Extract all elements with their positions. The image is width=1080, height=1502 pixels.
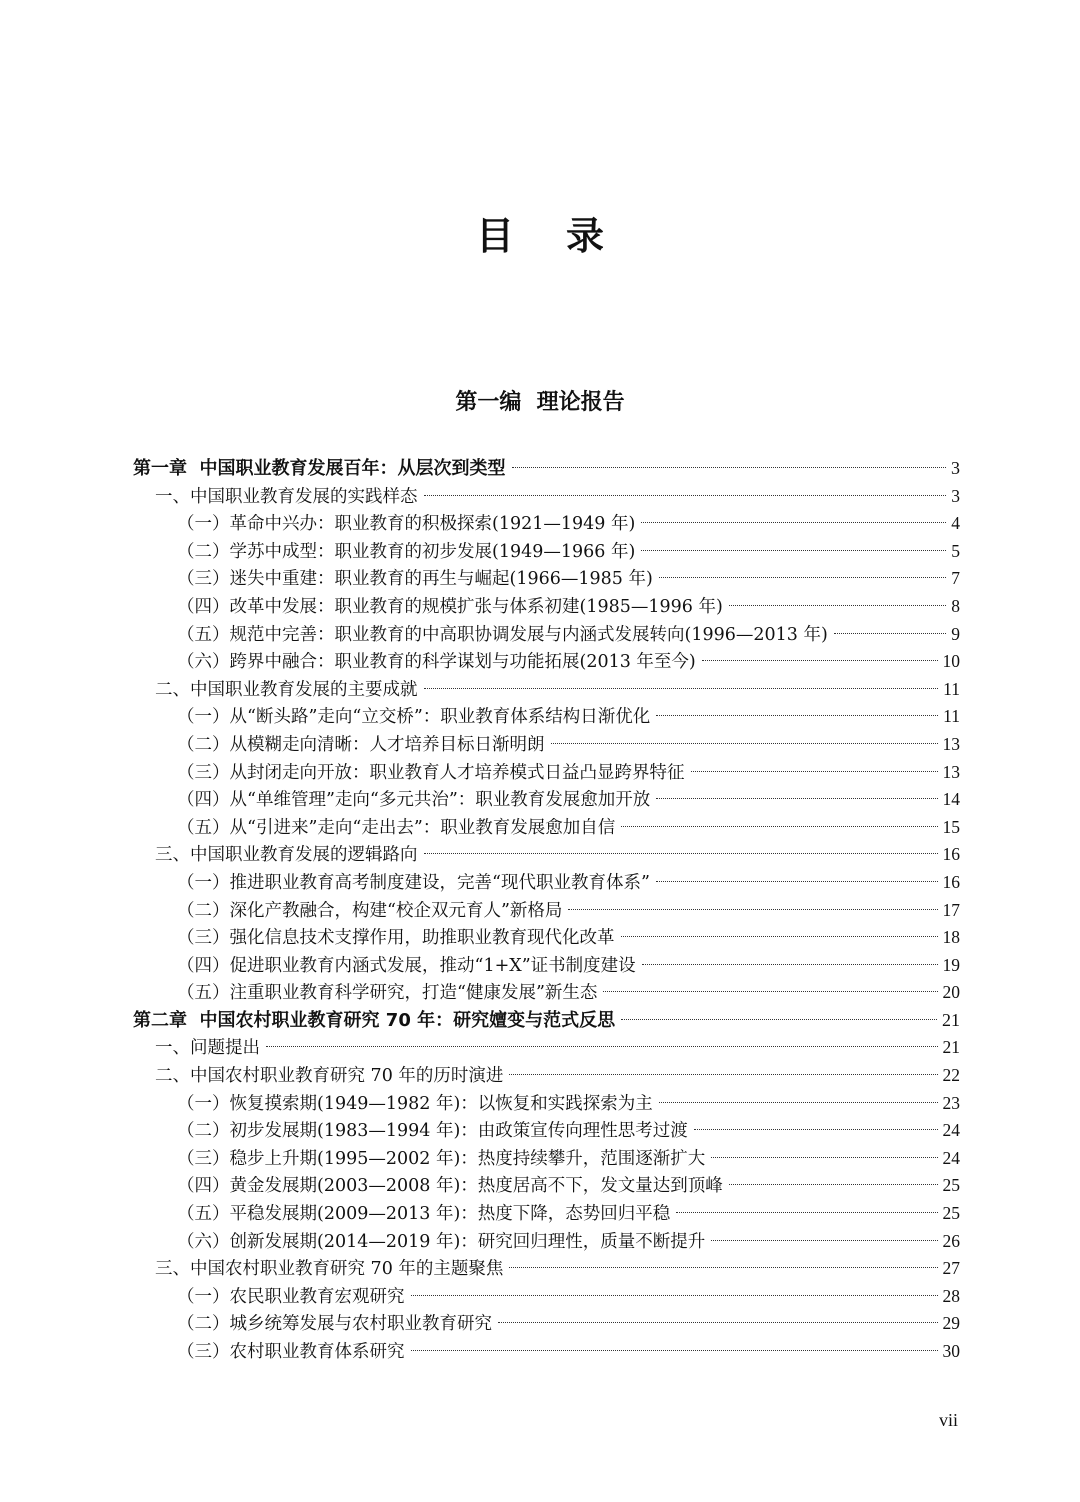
toc-entry-title: （二）学苏中成型：职业教育的初步发展(1949—1966 年) [177, 541, 636, 562]
toc-dot-leader [512, 467, 946, 468]
toc-subsection-entry[interactable] [133, 814, 960, 842]
toc-dot-leader [411, 1350, 938, 1351]
toc-entry-title: （二）从模糊走向清晰：人才培养目标日渐明朗 [177, 734, 545, 755]
page-title: 目录 [475, 214, 656, 258]
toc-dot-leader [694, 1129, 938, 1130]
toc-entry-title: （三）农村职业教育体系研究 [177, 1342, 405, 1362]
toc-subsection-entry[interactable] [133, 565, 960, 593]
toc-section-entry[interactable] [133, 1255, 960, 1283]
toc-subsection-entry[interactable] [133, 538, 960, 566]
toc-chapter-entry[interactable] [133, 1007, 960, 1035]
toc-subsection-entry[interactable] [133, 1228, 960, 1256]
toc-subsection-entry[interactable] [133, 786, 960, 814]
toc-entry-page-number: 24 [942, 1120, 960, 1141]
toc-dot-leader [711, 1157, 937, 1158]
toc-entry-title: 三、中国农村职业教育研究 70 年的主题聚焦 [155, 1259, 504, 1280]
toc-entry-title: 二、中国农村职业教育研究 70 年的历时演进 [155, 1066, 504, 1087]
toc-entry-page-number: 22 [942, 1065, 960, 1086]
toc-section-entry[interactable] [133, 483, 960, 511]
toc-dot-leader [424, 688, 939, 689]
toc-subsection-entry[interactable] [133, 869, 960, 897]
toc-entry-title: （四）改革中发展：职业教育的规模扩张与体系初建(1985—1996 年) [177, 596, 723, 617]
toc-entry-page-number: 8 [951, 595, 960, 616]
toc-dot-leader [656, 798, 937, 799]
toc-entry-page-number: 25 [942, 1175, 960, 1196]
toc-dot-leader [659, 1102, 938, 1103]
toc-subsection-entry[interactable] [133, 731, 960, 759]
toc-dot-leader [621, 936, 938, 937]
toc-subsection-entry[interactable] [133, 648, 960, 676]
toc-entry-title: （一）革命中兴办：职业教育的积极探索(1921—1949 年) [177, 514, 636, 535]
toc-dot-leader [656, 881, 938, 882]
toc-dot-leader [509, 1074, 937, 1075]
toc-entry-title: 第一章 中国职业教育发展百年：从层次到类型 [133, 458, 506, 479]
toc-subsection-entry[interactable] [133, 759, 960, 787]
toc-entry-title: （二）城乡统筹发展与农村职业教育研究 [177, 1314, 492, 1335]
toc-entry-title: （二）初步发展期(1983—1994 年)：由政策宣传向理性思考过渡 [177, 1121, 688, 1142]
toc-entry-page-number: 9 [951, 623, 960, 644]
toc-entry-page-number: 21 [942, 1037, 960, 1058]
toc-subsection-entry[interactable] [133, 952, 960, 980]
toc-subsection-entry[interactable] [133, 1310, 960, 1338]
toc-entry-title: （六）跨界中融合：职业教育的科学谋划与功能拓展(2013 年至今) [177, 652, 696, 673]
toc-dot-leader [551, 743, 938, 744]
toc-subsection-entry[interactable] [133, 924, 960, 952]
toc-subsection-entry[interactable] [133, 1338, 960, 1366]
toc-subsection-entry[interactable] [133, 593, 960, 621]
toc-entry-title: （六）创新发展期(2014—2019 年)：研究回归理性，质量不断提升 [177, 1231, 706, 1252]
toc-dot-leader [621, 1019, 937, 1020]
toc-dot-leader [411, 1295, 938, 1296]
toc-dot-leader [691, 771, 938, 772]
toc-dot-leader [702, 660, 938, 661]
toc-dot-leader [729, 605, 946, 606]
toc-entry-page-number: 16 [942, 844, 960, 865]
toc-dot-leader [603, 991, 937, 992]
toc-entry-title: （三）迷失中重建：职业教育的再生与崛起(1966—1985 年) [177, 569, 653, 590]
toc-entry-title: 三、中国职业教育发展的逻辑路向 [155, 845, 418, 866]
toc-subsection-entry[interactable] [133, 979, 960, 1007]
toc-entry-title: （一）推进职业教育高考制度建设，完善“现代职业教育体系” [177, 872, 650, 893]
toc-entry-title: 一、问题提出 [155, 1038, 260, 1059]
toc-dot-leader [711, 1240, 937, 1241]
toc-chapter-entry[interactable] [133, 455, 960, 483]
toc-entry-title: 二、中国职业教育发展的主要成就 [155, 679, 418, 700]
toc-entry-page-number: 18 [942, 927, 960, 948]
toc-entry-page-number: 25 [942, 1203, 960, 1224]
page-number: vii [938, 1410, 958, 1430]
toc-entry-title: （二）深化产教融合，构建“校企双元育人”新格局 [177, 900, 563, 921]
toc-entry-title: （四）黄金发展期(2003—2008 年)：热度居高不下，发文量达到顶峰 [177, 1176, 723, 1197]
toc-entry-page-number: 4 [951, 513, 960, 534]
toc-entry-page-number: 30 [942, 1341, 960, 1361]
toc-entry-page-number: 3 [951, 485, 960, 506]
toc-entry-title: （五）注重职业教育科学研究，打造“健康发展”新生态 [177, 983, 598, 1004]
toc-entry-page-number: 5 [951, 540, 960, 561]
toc-entry-page-number: 11 [943, 678, 960, 699]
toc-entry-page-number: 17 [942, 899, 960, 920]
toc-entry-page-number: 11 [943, 706, 960, 727]
toc-entry-page-number: 15 [942, 816, 960, 837]
toc-subsection-entry[interactable] [133, 510, 960, 538]
toc-dot-leader [834, 633, 946, 634]
toc-entry-page-number: 19 [942, 954, 960, 975]
toc-entry-page-number: 29 [942, 1313, 960, 1334]
toc-entry-title: （一）农民职业教育宏观研究 [177, 1286, 405, 1307]
toc-subsection-entry[interactable] [133, 1090, 960, 1118]
toc-entry-title: 第二章 中国农村职业教育研究 70 年：研究嬗变与范式反思 [133, 1009, 616, 1031]
toc-dot-leader [266, 1046, 938, 1047]
toc-entry-page-number: 14 [942, 789, 960, 810]
toc-dot-leader [659, 577, 946, 578]
toc-dot-leader [642, 964, 938, 965]
toc-entry-page-number: 27 [942, 1258, 960, 1279]
toc-subsection-entry[interactable] [133, 897, 960, 925]
toc-entry-title: （四）促进职业教育内涵式发展，推动“1+X”证书制度建设 [177, 955, 636, 976]
toc-dot-leader [676, 1212, 937, 1213]
toc-entry-title: （五）平稳发展期(2009—2013 年)：热度下降，态势回归平稳 [177, 1204, 671, 1225]
toc-subsection-entry[interactable] [133, 1200, 960, 1228]
toc-dot-leader [498, 1322, 938, 1323]
table-of-contents [133, 455, 960, 1366]
toc-entry-title: （五）规范中完善：职业教育的中高职协调发展与内涵式发展转向(1996—2013 年) [177, 624, 828, 645]
toc-subsection-entry[interactable] [133, 621, 960, 649]
toc-dot-leader [424, 495, 947, 496]
toc-dot-leader [621, 826, 937, 827]
toc-entry-title: （一）恢复摸索期(1949—1982 年)：以恢复和实践探索为主 [177, 1093, 653, 1114]
toc-subsection-entry[interactable] [133, 1117, 960, 1145]
toc-entry-title: （一）从“断头路”走向“立交桥”：职业教育体系结构日渐优化 [177, 707, 651, 728]
toc-subsection-entry[interactable] [133, 1145, 960, 1173]
toc-dot-leader [641, 550, 946, 551]
toc-section-entry[interactable] [133, 676, 960, 704]
toc-entry-page-number: 26 [942, 1230, 960, 1251]
toc-entry-page-number: 24 [942, 1147, 960, 1168]
toc-entry-title: 一、中国职业教育发展的实践样态 [155, 486, 418, 507]
toc-entry-page-number: 13 [942, 761, 960, 782]
toc-dot-leader [568, 909, 937, 910]
toc-section-entry[interactable] [133, 1062, 960, 1090]
toc-section-entry[interactable] [133, 841, 960, 869]
toc-dot-leader [424, 853, 938, 854]
toc-entry-title: （三）强化信息技术支撑作用，助推职业教育现代化改革 [177, 928, 615, 949]
toc-entry-page-number: 3 [951, 458, 960, 478]
toc-subsection-entry[interactable] [133, 1283, 960, 1311]
toc-entry-page-number: 7 [951, 568, 960, 589]
toc-dot-leader [509, 1267, 937, 1268]
toc-entry-page-number: 10 [942, 651, 960, 672]
toc-section-entry[interactable] [133, 1034, 960, 1062]
toc-dot-leader [641, 522, 946, 523]
toc-entry-page-number: 28 [942, 1285, 960, 1306]
toc-entry-page-number: 16 [942, 871, 960, 892]
toc-entry-title: （五）从“引进来”走向“走出去”：职业教育发展愈加自信 [177, 817, 616, 838]
toc-entry-page-number: 21 [942, 1009, 960, 1030]
toc-entry-page-number: 20 [942, 982, 960, 1003]
toc-entry-title: （三）稳步上升期(1995—2002 年)：热度持续攀升，范围逐渐扩大 [177, 1148, 706, 1169]
part-title: 第一编 理论报告 [455, 390, 625, 415]
toc-dot-leader [729, 1184, 938, 1185]
toc-entry-page-number: 13 [942, 733, 960, 754]
toc-entry-title: （三）从封闭走向开放：职业教育人才培养模式日益凸显跨界特征 [177, 762, 685, 783]
toc-subsection-entry[interactable] [133, 703, 960, 731]
toc-subsection-entry[interactable] [133, 1172, 960, 1200]
toc-entry-page-number: 23 [942, 1092, 960, 1113]
toc-entry-title: （四）从“单维管理”走向“多元共治”：职业教育发展愈加开放 [177, 790, 651, 811]
toc-dot-leader [656, 715, 938, 716]
